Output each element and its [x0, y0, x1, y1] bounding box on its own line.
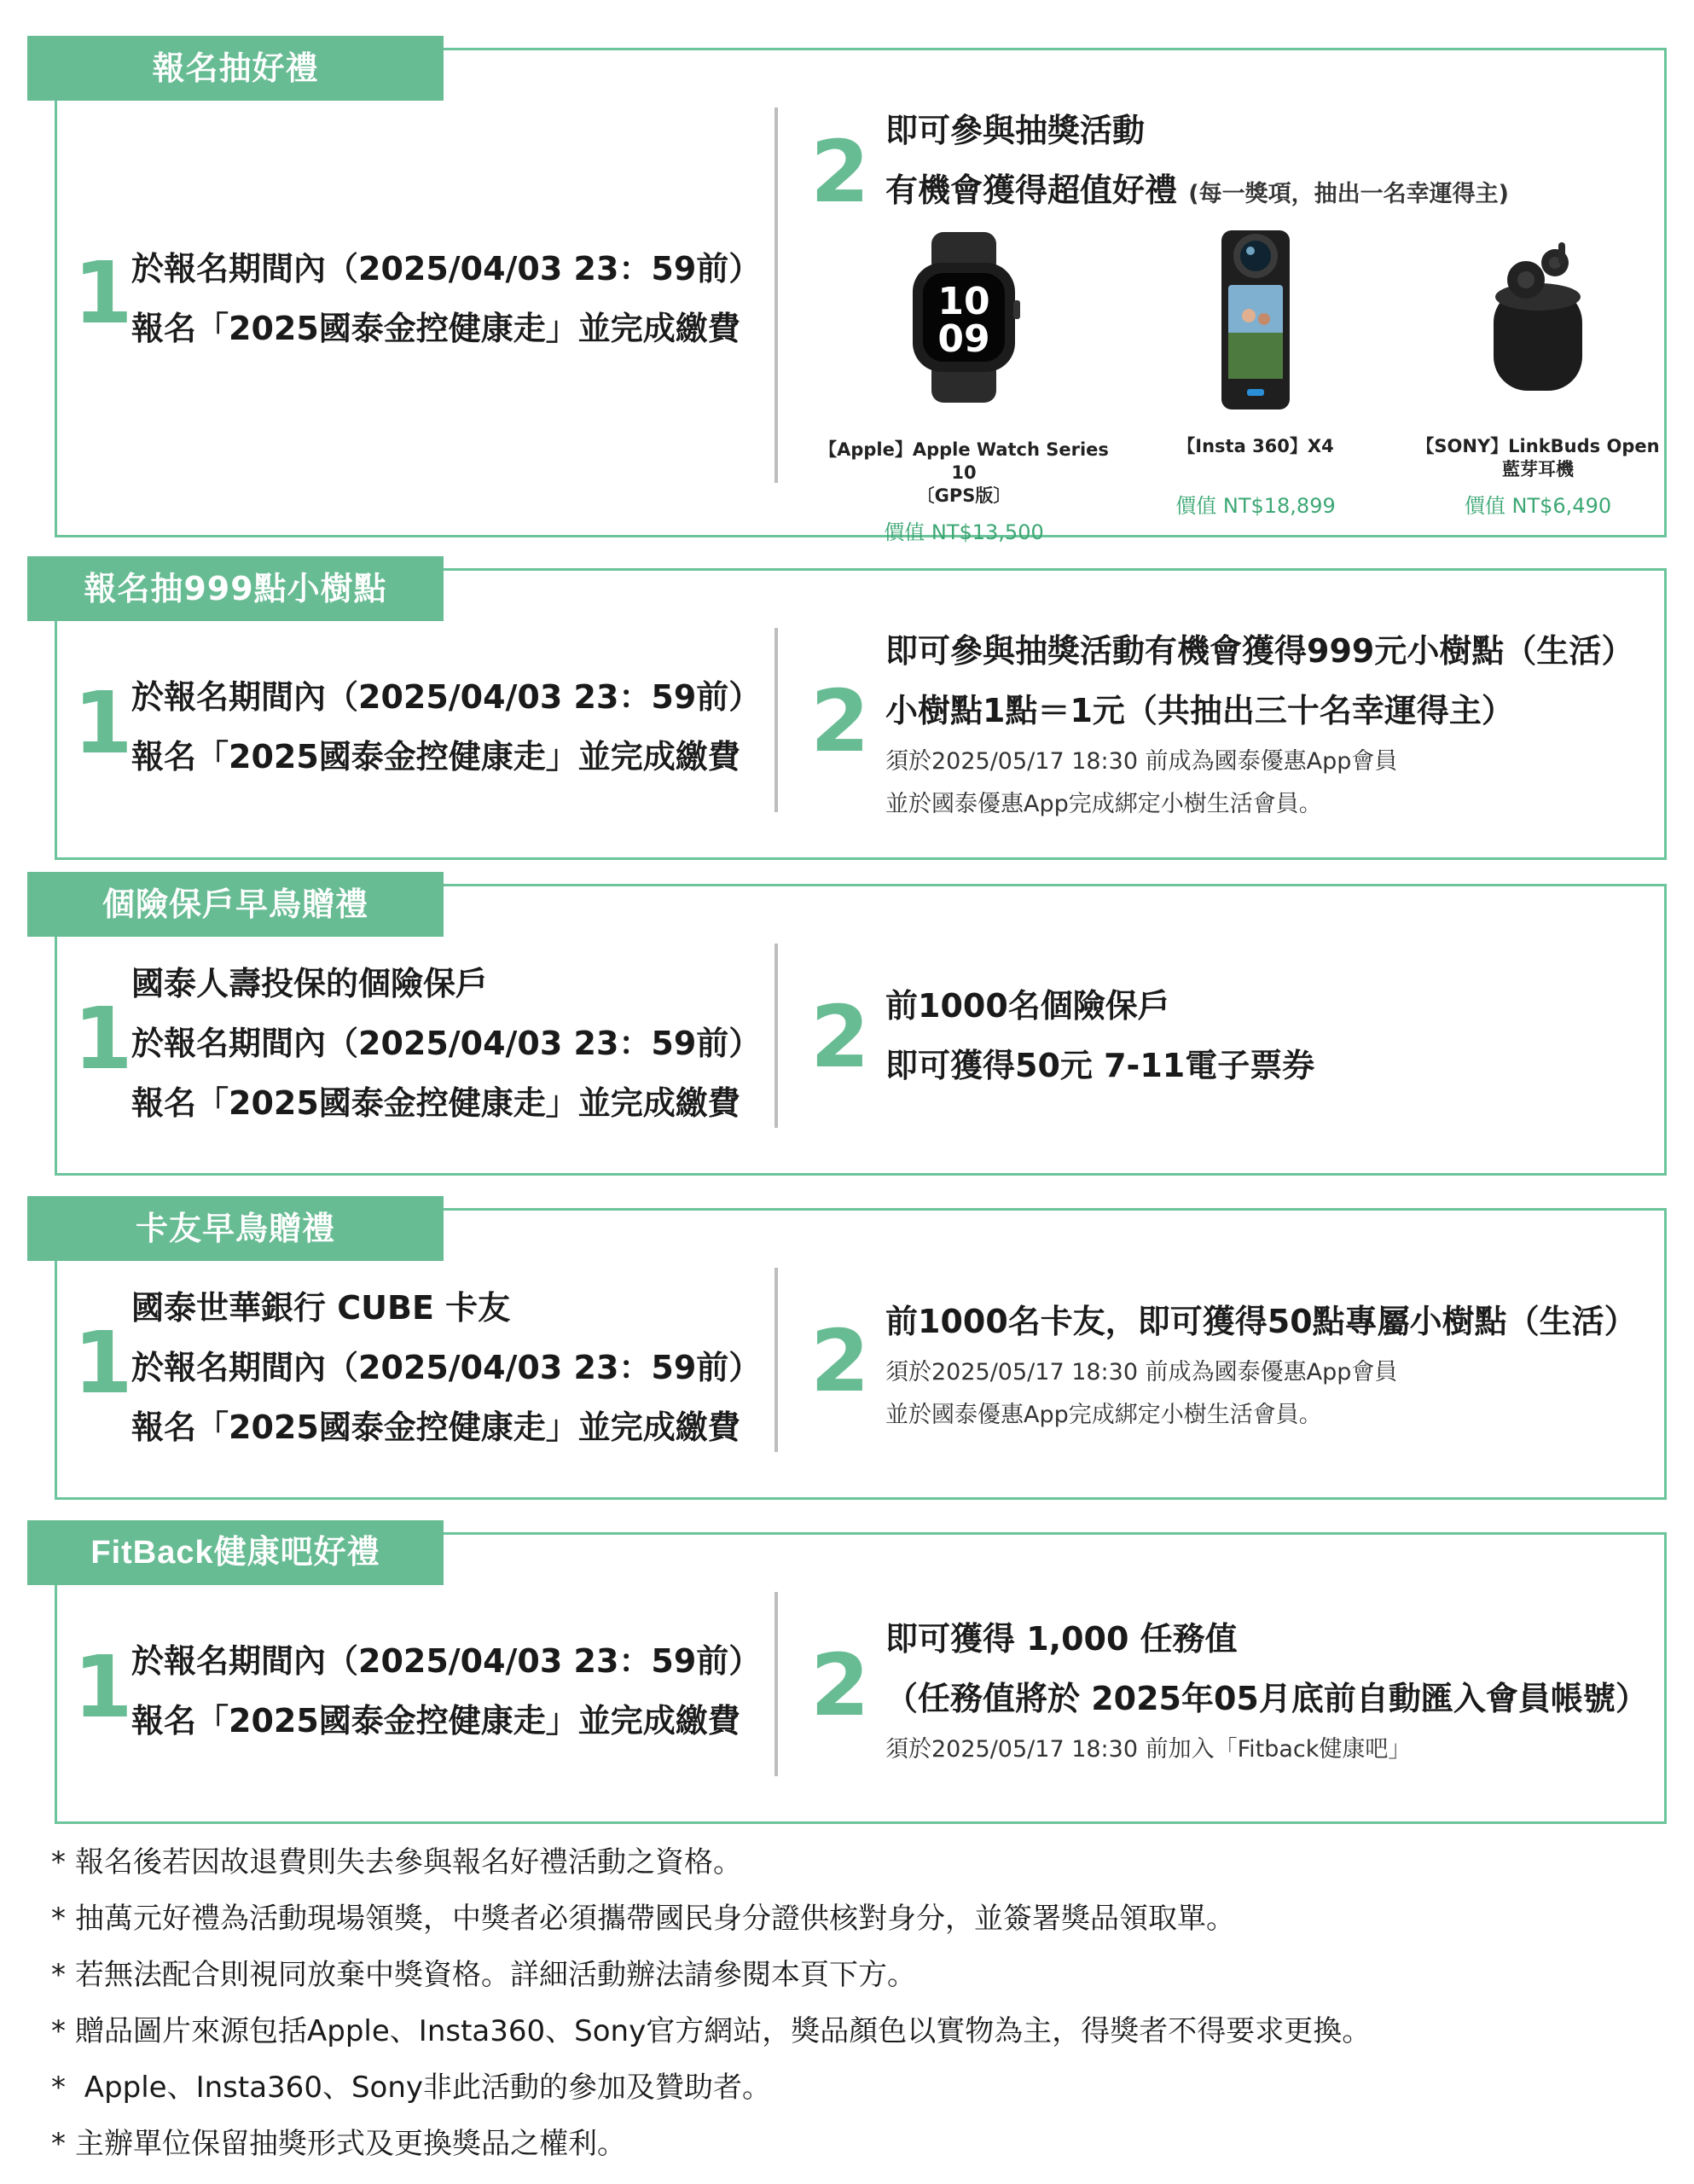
step-2-note-line: 須於2025/05/17 18:30 前成為國泰優惠App會員 [885, 748, 1398, 775]
divider [774, 1268, 778, 1452]
step-2-text [885, 976, 1314, 1095]
step-1-number: 1 [73, 673, 133, 773]
step-1-line: 報名「2025國泰金控健康走」並完成繳費 [131, 310, 740, 347]
section-tab-title: 卡友早鳥贈禮 [27, 1196, 444, 1261]
divider [774, 944, 778, 1128]
section-999-points-lottery [27, 556, 1667, 860]
step-1-text [131, 1278, 761, 1457]
footnote-text: 贈品圖片來源包括Apple、Insta360、Sony官方網站，獎品顏色以實物為主，得獎者不得要求更換。 [75, 2014, 1372, 2048]
footnote-text: 報名後若因故退費則失去參與報名好禮活動之資格。 [75, 1845, 742, 1879]
step-1-line: 報名「2025國泰金控健康走」並完成繳費 [131, 1702, 740, 1740]
step-2-text [885, 101, 1509, 220]
footnotes [51, 1834, 1371, 2172]
step-2-line: 即可獲得 1,000 任務值 [885, 1620, 1238, 1658]
step-2-line: 前1000名卡友，即可獲得50點專屬小樹點（生活） [885, 1303, 1637, 1340]
section-fitback-gift [27, 1520, 1667, 1824]
product-name: 【SONY】LinkBuds Open [1416, 436, 1660, 456]
section-policyholder-early-bird [27, 872, 1667, 1176]
footnote-item [51, 1834, 1371, 1891]
product-name-sub: 〔GPS版〕 [916, 485, 1012, 506]
step-2-text [885, 621, 1633, 826]
svg-text:10: 10 [937, 280, 990, 323]
step-1-number: 1 [73, 1637, 133, 1737]
product-sony-linkbuds [1397, 237, 1679, 519]
step-2-number: 2 [810, 1635, 870, 1735]
insta360-camera-image [1213, 230, 1298, 410]
step-1-number: 1 [73, 989, 133, 1089]
step-2-number: 2 [810, 122, 870, 222]
step-2-line: （任務值將於 2025年05月底前自動匯入會員帳號） [885, 1680, 1648, 1717]
divider [774, 628, 778, 812]
step-1-line: 報名「2025國泰金控健康走」並完成繳費 [131, 1409, 740, 1446]
step-1-line: 於報名期間內（2025/04/03 23：59前） [131, 1349, 762, 1386]
step-1-number: 1 [73, 1313, 133, 1413]
section-tab-title: 個險保戶早鳥贈禮 [27, 872, 444, 937]
step-2-line: 前1000名個險保戶 [885, 987, 1170, 1025]
step-2-number: 2 [810, 987, 870, 1087]
step-2-line: 即可參與抽獎活動有機會獲得999元小樹點（生活） [885, 632, 1634, 670]
step-1-text [131, 1631, 761, 1751]
footnote-item [51, 1891, 1371, 1947]
product-name: 【Insta 360】X4 [1177, 436, 1334, 456]
step-1-line: 報名「2025國泰金控健康走」並完成繳費 [131, 738, 740, 775]
step-2-note-line: 並於國泰優惠App完成綁定小樹生活會員。 [885, 1402, 1322, 1428]
step-1-text [131, 954, 761, 1133]
step-2-line: 小樹點1點＝1元（共抽出三十名幸運得主） [885, 692, 1514, 729]
product-price: 價值 NT$6,490 [1464, 494, 1612, 518]
step-2-number: 2 [810, 671, 870, 771]
step-2-sub: 有機會獲得超值好禮 [885, 171, 1178, 209]
step-1-text [131, 667, 761, 787]
step-1-number: 1 [73, 243, 133, 343]
divider [774, 1592, 778, 1776]
asterisk: * [51, 2127, 66, 2161]
product-price: 價值 NT$18,899 [1175, 494, 1336, 518]
divider [774, 107, 778, 483]
step-2-line: 即可獲得50元 7-11電子票券 [885, 1047, 1315, 1084]
step-1-line: 國泰人壽投保的個險保戶 [131, 965, 489, 1002]
step-2-note-line: 須於2025/05/17 18:30 前成為國泰優惠App會員 [885, 1359, 1398, 1385]
step-1-line: 於報名期間內（2025/04/03 23：59前） [131, 678, 762, 716]
asterisk: * [51, 1845, 66, 1879]
product-name: 【Apple】Apple Watch Series 10 [819, 439, 1109, 483]
product-price: 價值 NT$13,500 [884, 520, 1044, 544]
step-1-line: 於報名期間內（2025/04/03 23：59前） [131, 1025, 762, 1062]
asterisk: * [51, 2014, 66, 2048]
product-name-sub: 藍芽耳機 [1502, 459, 1574, 479]
step-2-title: 即可參與抽獎活動 [885, 112, 1146, 149]
step-2-note: (每一獎項，抽出一名幸運得主) [1188, 181, 1509, 207]
product-insta360-x4 [1128, 230, 1384, 519]
section-registration-lottery [27, 36, 1667, 544]
footnote-item [51, 2116, 1371, 2172]
step-2-number: 2 [810, 1311, 870, 1411]
asterisk: * [51, 2071, 66, 2105]
asterisk: * [51, 1902, 66, 1936]
step-2-text [885, 1609, 1648, 1771]
step-1-line: 於報名期間內（2025/04/03 23：59前） [131, 1642, 762, 1680]
step-2-note-line: 須於2025/05/17 18:30 前加入「Fitback健康吧」 [885, 1736, 1412, 1763]
asterisk: * [51, 1958, 66, 1992]
section-tab-title: 報名抽好禮 [27, 36, 444, 101]
section-tab-title: FitBack健康吧好禮 [27, 1520, 444, 1585]
step-1-text [131, 239, 761, 358]
footnote-text: Apple、Insta360、Sony非此活動的參加及贊助者。 [75, 2071, 771, 2105]
sony-earbuds-image [1470, 237, 1606, 403]
step-2-text [885, 1292, 1637, 1437]
step-1-line: 報名「2025國泰金控健康走」並完成繳費 [131, 1084, 740, 1122]
product-apple-watch [810, 232, 1117, 545]
step-1-line: 國泰世華銀行 CUBE 卡友 [131, 1289, 511, 1327]
footnote-text: 抽萬元好禮為活動現場領獎，中獎者必須攜帶國民身分證供核對身分，並簽署獎品領取單。 [75, 1902, 1235, 1936]
svg-text:09: 09 [937, 317, 990, 361]
step-1-line: 於報名期間內（2025/04/03 23：59前） [131, 250, 762, 288]
footnote-text: 若無法配合則視同放棄中獎資格。詳細活動辦法請參閱本頁下方。 [75, 1958, 916, 1992]
footnote-item [51, 2003, 1371, 2059]
product-name-sub [1128, 458, 1384, 481]
step-2-note-line: 並於國泰優惠App完成綁定小樹生活會員。 [885, 791, 1322, 817]
footnote-text: 主辦單位保留抽獎形式及更換獎品之權利。 [75, 2127, 626, 2161]
section-cardholder-early-bird [27, 1196, 1667, 1500]
step-2-subtitle [885, 160, 1509, 220]
apple-watch-image [879, 232, 1049, 403]
footnote-item [51, 2059, 1371, 2116]
section-tab-title: 報名抽999點小樹點 [27, 556, 444, 621]
footnote-item [51, 1947, 1371, 2003]
